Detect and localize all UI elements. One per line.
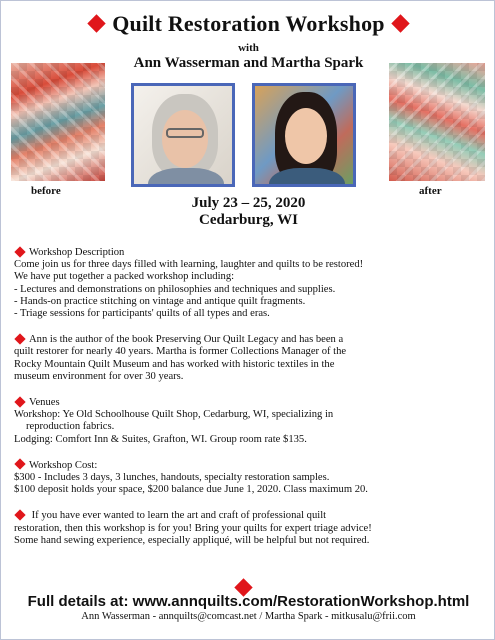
workshop-venue-cont: reproduction fabrics. [26,421,115,433]
bio-line: Rocky Mountain Quilt Museum and has worked with historic textiles in the [14,358,335,370]
event-dates: July 23 – 25, 2020 [191,195,306,211]
bio-line: quilt restorer for nearly 40 years. Martha is former Collections Manager of the [14,346,347,358]
before-caption: before [31,185,61,197]
bio-line: Ann is the author of the book Preserving Our Quilt Legacy and has been a [29,334,344,346]
venues-heading: Venues [29,397,60,409]
diamond-icon [14,509,25,520]
workshop-venue: Workshop: Ye Old Schoolhouse Quilt Shop, Cedarburg, WI, specializing in [14,409,334,421]
lodging-venue: Lodging: Comfort Inn & Suites, Grafton, WI. Group room rate $135. [14,433,307,445]
title-row [1,11,495,37]
cost-line: $100 deposit holds your space, $200 balance due June 1, 2020. Class maximum 20. [14,484,368,496]
event-info [1,195,495,229]
contact-emails[interactable]: Ann Wasserman - annquilts@comcast.net / Martha Spark - mitkusalu@frii.com [81,611,416,622]
martha-spark-photo [252,83,356,187]
diamond-icon [391,14,409,32]
invite-line: restoration, then this workshop is for you! Bring your quilts for expert triage advice! [14,522,372,534]
invite-line: If you have ever wanted to learn the art and craft of professional quilt [31,510,327,522]
description-line: We have put together a packed workshop including: [14,271,235,283]
ann-wasserman-photo [131,83,235,187]
diamond-icon [88,14,106,32]
diamond-icon [14,459,25,470]
description-line: - Triage sessions for participants' quilts of all types and eras. [14,308,270,320]
after-quilt-image [389,63,485,181]
venues-section [14,397,489,446]
bio-line: museum environment for over 30 years. [14,370,184,382]
description-section [14,247,489,320]
invite-line: Some hand sewing experience, especially appliqué, will be helpful but not required. [14,534,370,546]
cost-heading: Workshop Cost: [29,459,98,471]
page-title: Quilt Restoration Workshop [112,11,385,36]
invite-section [14,510,489,547]
after-caption: after [419,185,442,197]
diamond-icon [14,333,25,344]
with-label: with [238,42,259,54]
bio-section [14,334,489,383]
diamond-icon [14,396,25,407]
details-link[interactable]: Full details at: www.annquilts.com/RestorationWorkshop.html [27,593,470,610]
description-heading: Workshop Description [29,247,125,258]
description-line: - Hands-on practice stitching on vintage and antique quilt fragments. [14,295,306,307]
description-line: Come join us for three days filled with learning, laughter and quilts to be restored! [14,259,364,271]
hosts-line: Ann Wasserman and Martha Spark [133,55,364,71]
before-quilt-image [11,63,105,181]
description-line: - Lectures and demonstrations on philosophies and techniques and supplies. [14,283,336,295]
cost-line: $300 - Includes 3 days, 3 lunches, handouts, specialty restoration samples. [14,472,330,484]
event-location: Cedarburg, WI [199,212,298,228]
diamond-icon [14,246,25,257]
cost-section [14,460,489,497]
flyer-body [14,247,489,556]
